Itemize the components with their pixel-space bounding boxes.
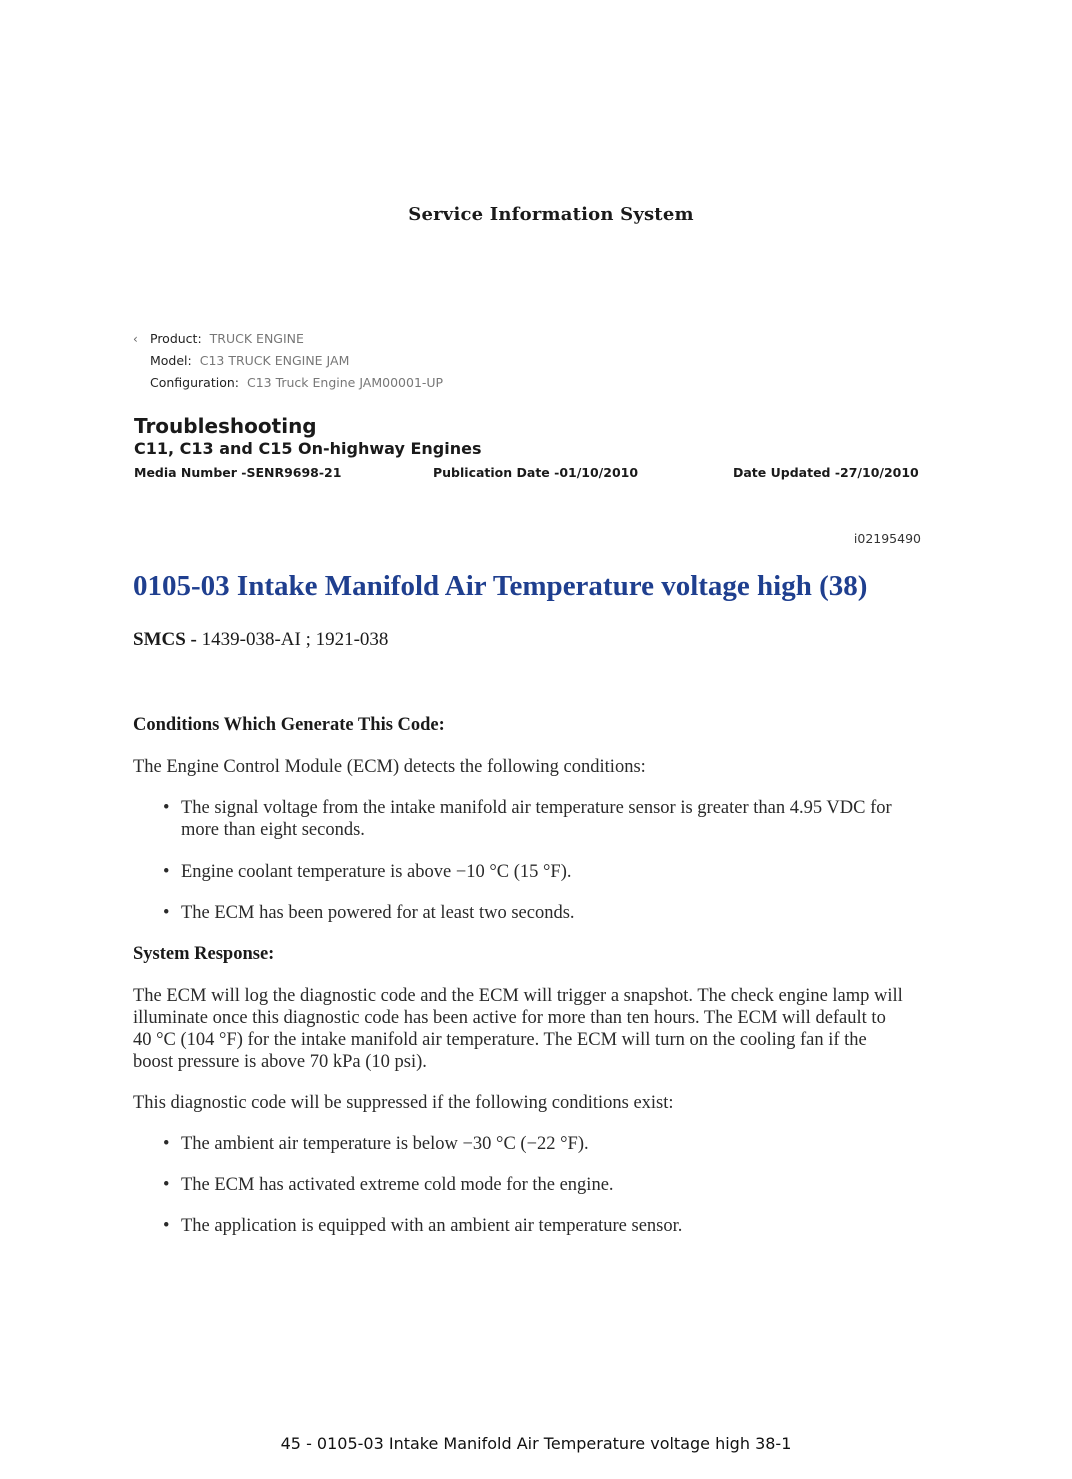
list-item-text: The ECM has activated extreme cold mode for the engine. [181,1175,614,1195]
bullet-icon: • [163,1175,170,1195]
product-line [134,331,304,346]
system-title: Service Information System [408,204,694,225]
bullet-icon: • [163,798,170,818]
bullet-icon: • [163,862,170,882]
smcs-value: 1439-038-AI ; 1921-038 [201,629,389,650]
smcs-label: SMCS - [133,629,197,650]
product-value: TRUCK ENGINE [209,331,304,346]
page-footer: 45 - 0105-03 Intake Manifold Air Temperature voltage high 38-1 [280,1434,792,1453]
back-chevron-icon[interactable]: ‹ [133,332,138,346]
list-item-text: The application is equipped with an ambient air temperature sensor. [181,1216,683,1236]
list-item-text: The ambient air temperature is below −30 °C (−22 °F). [181,1134,589,1154]
model-value: C13 TRUCK ENGINE JAM [199,353,350,368]
model-line [134,353,349,368]
bullet-icon: • [163,1134,170,1154]
document-id: i02195490 [853,531,921,546]
list-item-text: The signal voltage from the intake manifold air temperature sensor is greater than 4.95 VDC for more than eight seconds. [181,798,892,840]
list-item-text: Engine coolant temperature is above −10 °C (15 °F). [181,862,572,882]
conditions-intro: The Engine Control Module (ECM) detects the following conditions: [133,757,646,777]
page-title: 0105-03 Intake Manifold Air Temperature voltage high (38) [133,570,868,602]
document-type: Troubleshooting [134,414,317,438]
system-response-paragraph: The ECM will log the diagnostic code and the ECM will trigger a snapshot. The check engine lamp will illuminate once this diagnostic code has been active for more than ten hours. The ECM will default to 40 °C (104 °F) for the intake manifold air temperature. The ECM will turn on the cooling fan if the boost pressure is above 70 kPa (10 psi). [133,986,903,1072]
smcs-line [133,629,388,651]
list-item-text: The ECM has been powered for at least two seconds. [181,903,575,923]
product-label: Product: [150,331,202,346]
conditions-heading: Conditions Which Generate This Code: [133,715,445,735]
suppression-intro: This diagnostic code will be suppressed if the following conditions exist: [133,1093,674,1113]
media-number: Media Number -SENR9698-21 [134,465,342,480]
system-response-heading: System Response: [133,944,275,964]
bullet-icon: • [163,1216,170,1236]
configuration-label: Configuration: [150,375,239,390]
publication-date: Publication Date -01/10/2010 [433,465,639,480]
configuration-value: C13 Truck Engine JAM00001-UP [246,375,444,390]
bullet-icon: • [163,903,170,923]
date-updated: Date Updated -27/10/2010 [733,465,919,480]
engine-models: C11, C13 and C15 On-highway Engines [134,439,482,458]
configuration-line [134,375,443,390]
model-label: Model: [150,353,192,368]
